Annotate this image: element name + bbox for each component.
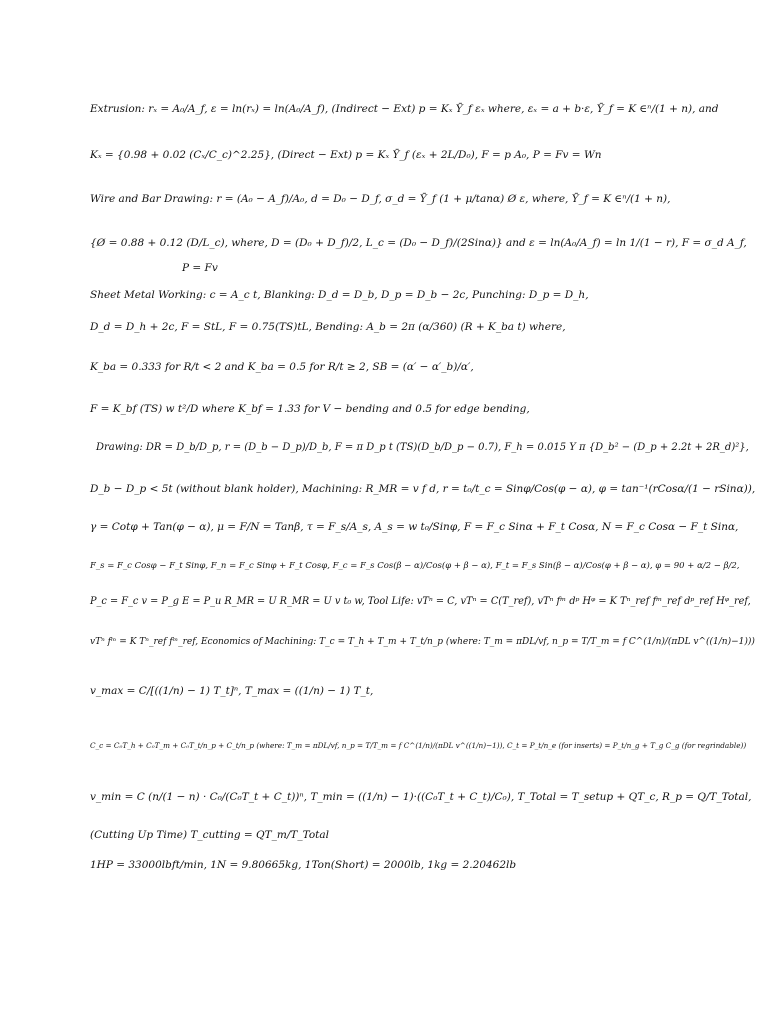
economics-line: vTⁿ fᵐ = K Tⁿ_ref fᵐ_ref, Economics of Machining: T_c = T_h + T_m + T_t/n_p (where: T_m = πDL/vf, n_p = T/T_m = f C^(1/n)/(πDL v^((1/n)−1))) (90, 637, 755, 647)
cost-line: C_c = C₀T_h + C₀T_m + C₀T_t/n_p + C_t/n_p (where: T_m = πDL/vf, n_p = T/T_m = f C^(1/n)/(πDL v^((1/n)−1)), C_t = P_t/n_e (for inserts) = P_t/n_g + T_g C_g (for regrindable)) (90, 741, 747, 750)
extrusion-line-1: Extrusion: rₓ = A₀/A_f, ε = ln(rₓ) = ln(A₀/A_f), (Indirect − Ext) p = Kₓ Ȳ_f εₓ where, εₓ = a + b·ε, Ȳ_f = K ∈ⁿ/(1 + n), and (90, 103, 719, 115)
sheet-metal-line-1: Sheet Metal Working: c = A_c t, Blanking: D_d = D_b, D_p = D_b − 2c, Punching: D_p = D_h, (90, 289, 589, 301)
sheet-metal-line-2: D_d = D_h + 2c, F = StL, F = 0.75(TS)tL, Bending: A_b = 2π (α/360) (R + K_ba t) where, (90, 321, 566, 333)
vmax-line: v_max = C/[((1/n) − 1) T_t]ⁿ, T_max = ((1/n) − 1) T_t, (90, 685, 374, 697)
conversion-line: 1HP = 33000lbft/min, 1N = 9.80665kg, 1Ton(Short) = 2000lb, 1kg = 2.20462lb (90, 859, 517, 871)
extrusion-line-2: Kₓ = {0.98 + 0.02 (Cₓ/C_c)^2.25}, (Direct − Ext) p = Kₓ Ȳ_f (εₓ + 2L/D₀), F = p A₀, P = Fv = Wn (90, 149, 602, 161)
wire-drawing-line-2: {Ø = 0.88 + 0.12 (D/L_c), where, D = (D₀ + D_f)/2, L_c = (D₀ − D_f)/(2Sinα)} and ε = ln(A₀/A_f) = ln 1/(1 − r), F = σ_d A_f, (90, 237, 747, 249)
bending-line: K_ba = 0.333 for R/t < 2 and K_ba = 0.5 for R/t ≥ 2, SB = (α′ − α′_b)/α′, (90, 361, 474, 373)
tool-life-line: P_c = F_c v = P_g E = P_u R_MR = U R_MR = U v t₀ w, Tool Life: vTⁿ = C, vTⁿ = C(T_ref), vTⁿ fᵐ dᵖ Hᵠ = K Tⁿ_ref fᵐ_ref dᵖ_ref Hᵠ_ref, (90, 596, 751, 607)
bending-force-line: F = K_bf (TS) w t²/D where K_bf = 1.33 for V − bending and 0.5 for edge bending, (90, 403, 530, 415)
wire-drawing-line-3: P = Fv (182, 262, 218, 274)
force-line: F_s = F_c Cosφ − F_t Sinφ, F_n = F_c Sinφ + F_t Cosφ, F_c = F_s Cos(β − α)/Cos(φ + β − α), F_t = F_s Sin(β − α)/Cos(φ + β − α), φ = 90 + α/2 − β/2, (90, 561, 740, 571)
vmin-line: v_min = C (n/(1 − n) · C₀/(C₀T_t + C_t))ⁿ, T_min = ((1/n) − 1)·((C₀T_t + C_t)/C₀), T_Total = T_setup + QT_c, R_p = Q/T_Total, (90, 791, 752, 803)
shear-line: γ = Cotφ + Tan(φ − α), μ = F/N = Tanβ, τ = F_s/A_s, A_s = w t₀/Sinφ, F = F_c Sinα + F_t Cosα, N = F_c Cosα − F_t Sinα, (90, 521, 739, 533)
machining-line: D_b − D_p < 5t (without blank holder), Machining: R_MR = v f d, r = t₀/t_c = Sinφ/Cos(φ − α), φ = tan⁻¹(rCosα/(1 − rSinα)), (90, 483, 756, 495)
cutting-time-line: (Cutting Up Time) T_cutting = QT_m/T_Total (90, 829, 329, 841)
wire-drawing-line-1: Wire and Bar Drawing: r = (A₀ − A_f)/A₀, d = D₀ − D_f, σ_d = Ȳ_f (1 + μ/tanα) Ø ε, where, Ȳ_f = K ∈ⁿ/(1 + n), (90, 193, 671, 205)
drawing-line: Drawing: DR = D_b/D_p, r = (D_b − D_p)/D_b, F = π D_p t (TS)(D_b/D_p − 0.7), F_h = 0.015 Y π {D_b² − (D_p + 2.2t + 2R_d)²}, (96, 442, 749, 453)
